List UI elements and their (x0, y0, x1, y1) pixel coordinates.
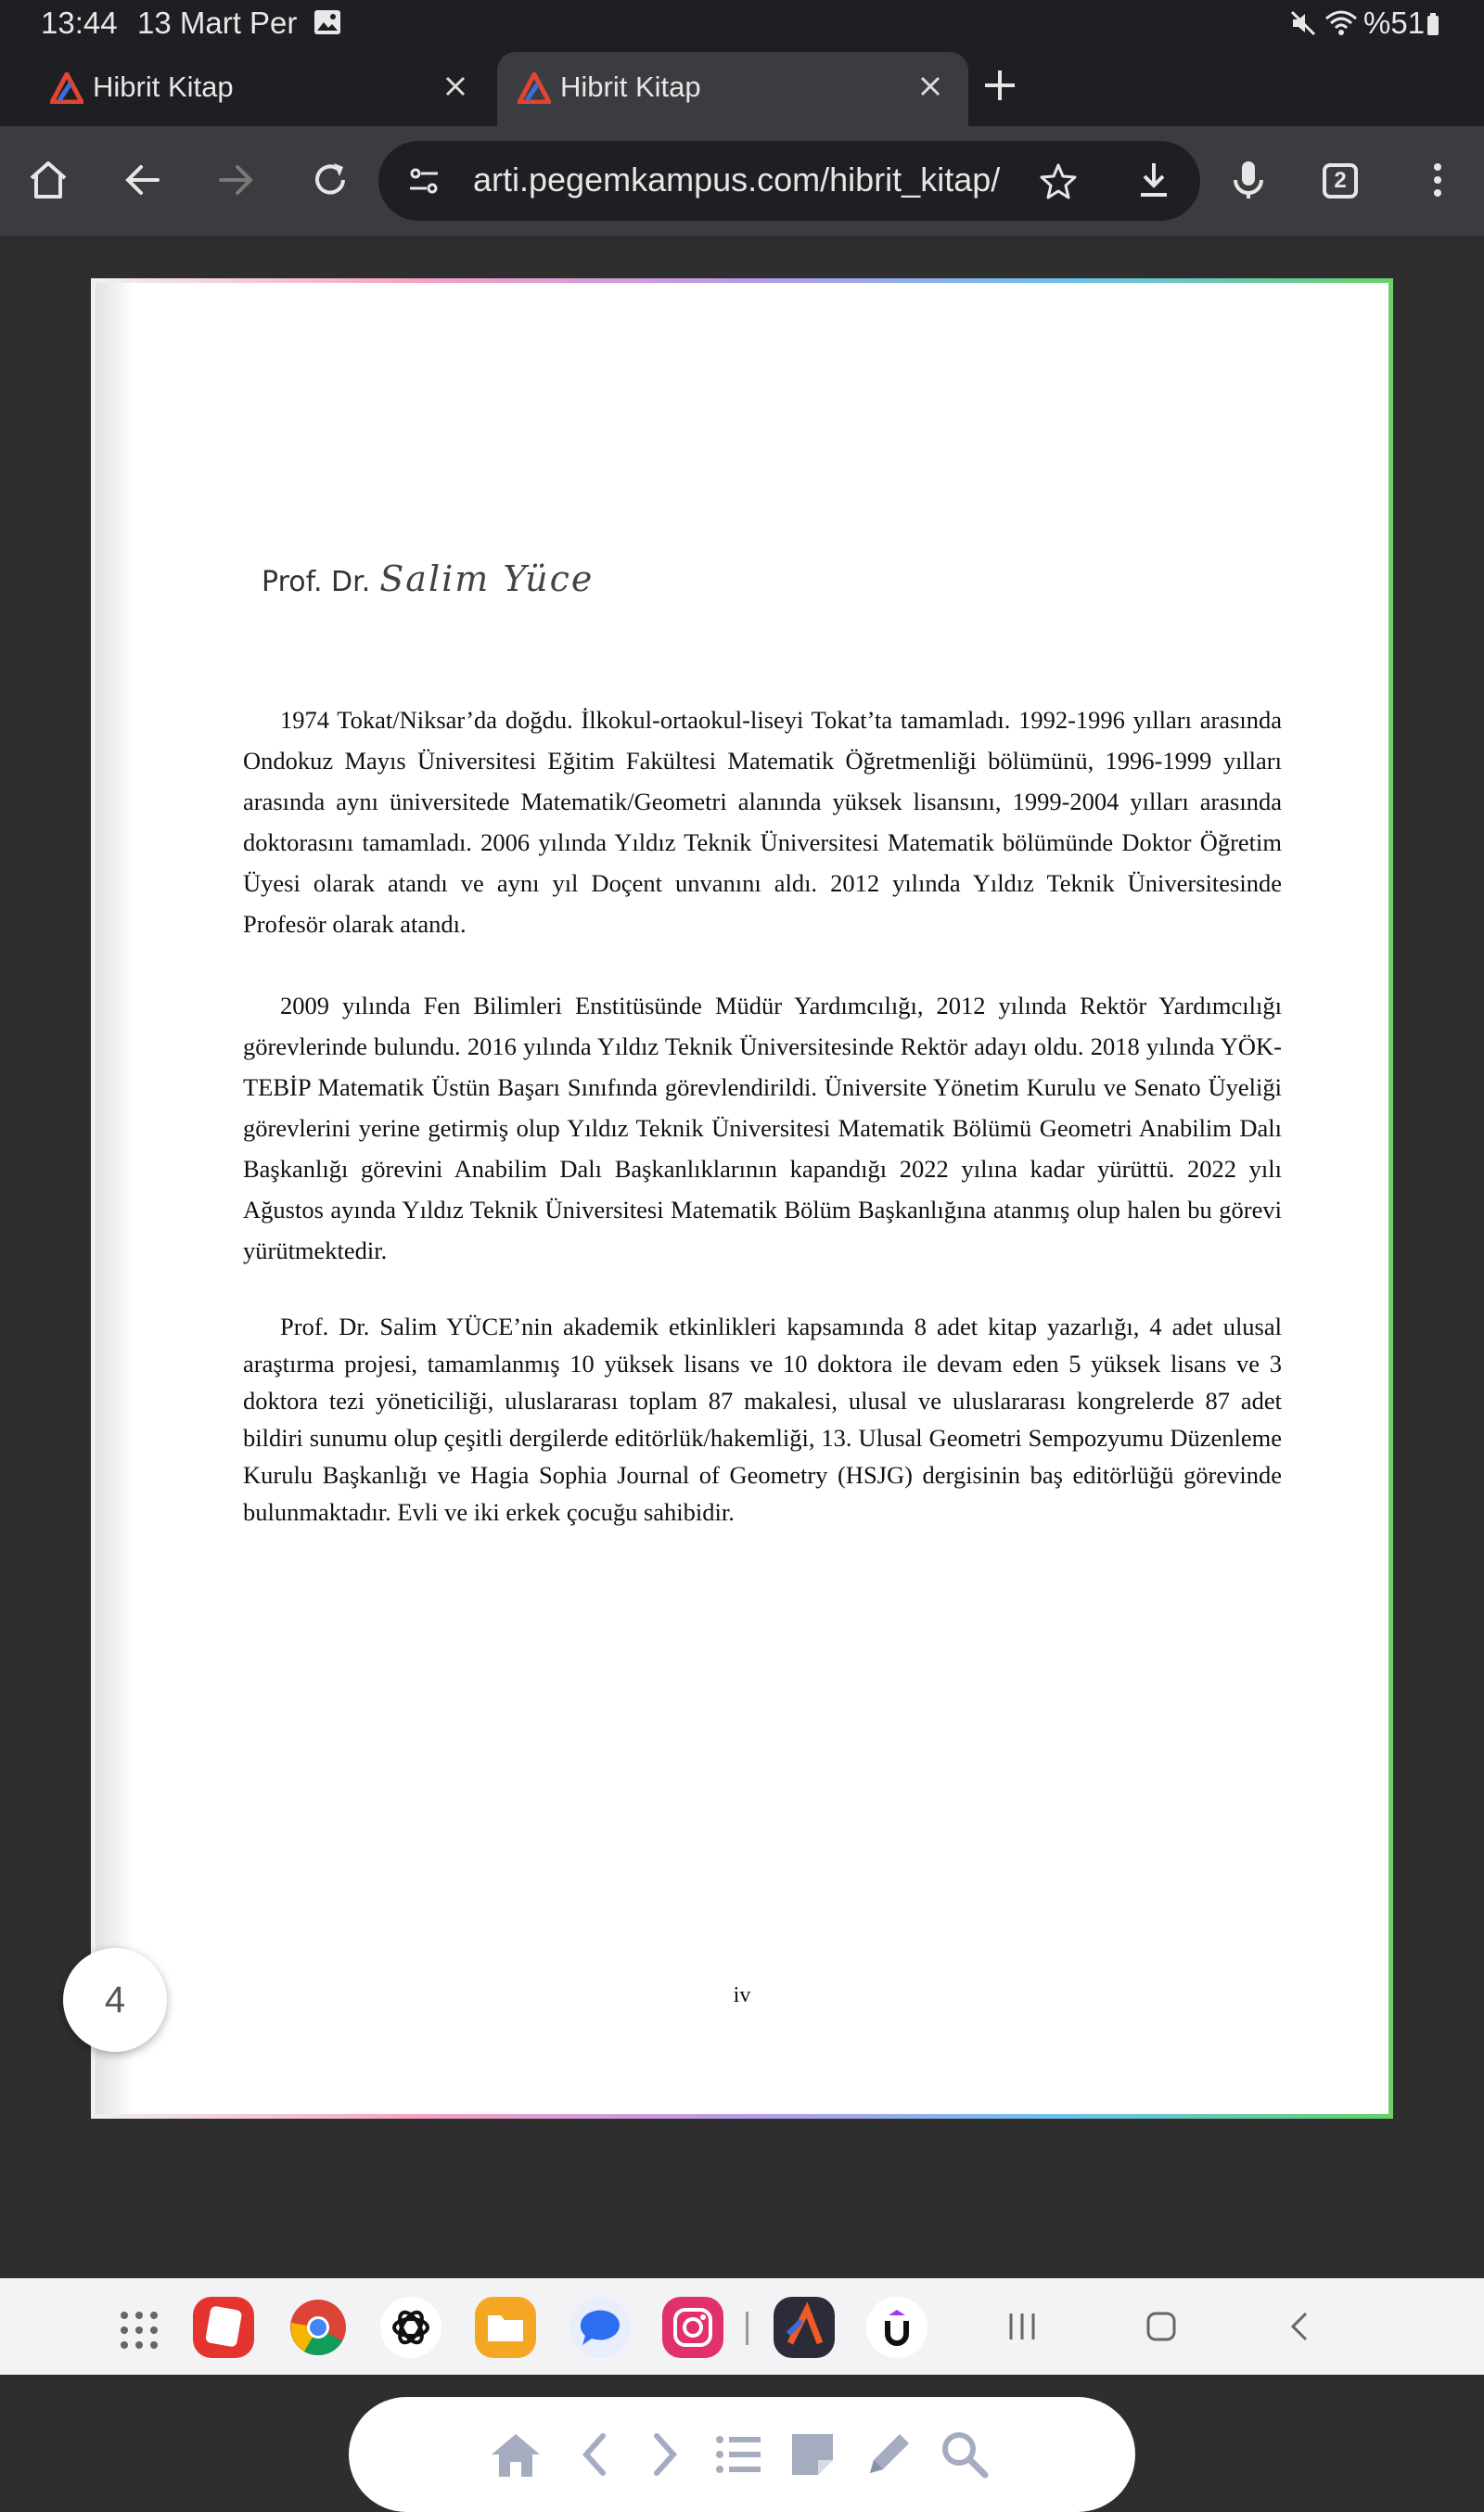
bio-paragraph: Prof. Dr. Salim YÜCE’nin akademik etkinlikleri kapsamında 8 adet kitap yazarlığı, 4 adet ulusal araştırma projesi, tamamlanmış 10 yüksek lisans ve 10 doktora ile devam eden 5 yüksek lisans ve 3 doktora tezi yöneticiliği, uluslararası toplam 87 makalesi, ulusal ve uluslararası kongrelerde 87 adet bildiri sunumu olup çeşitli dergilerde editörlük/hakemliği, 13. Ulusal Geometri Sempozyumu Düzenleme Kurulu Başkanlığı ve Hagia Sophia Journal of Geometry (HSJG) dergisinin baş editörlüğü görevinde bulunmaktadır. Evli ve iki erkek çocuğu sahibidir. (243, 1313, 1282, 1526)
close-tab-icon[interactable] (441, 72, 469, 100)
tab-title: Hibrit Kitap (93, 70, 234, 103)
instagram-icon[interactable] (662, 2297, 723, 2358)
status-time: 13:44 (41, 6, 118, 40)
chrome-icon[interactable] (288, 2297, 349, 2358)
tab-title: Hibrit Kitap (560, 70, 701, 103)
bookmark-star-icon[interactable] (1039, 161, 1078, 200)
book-viewer (0, 236, 1484, 2278)
forward-icon[interactable] (211, 156, 260, 204)
reader-toolbar (349, 2397, 1135, 2512)
page-frame-right (1388, 278, 1393, 2119)
author-signature: Salim Yüce (379, 558, 595, 599)
recent-apps-icon[interactable] (1002, 2306, 1043, 2347)
site-settings-icon[interactable] (406, 163, 441, 199)
page-counter-button[interactable]: 4 (63, 1948, 167, 2052)
download-icon[interactable] (1133, 160, 1174, 200)
close-tab-icon[interactable] (916, 72, 944, 100)
status-date: 13 Mart Per (137, 6, 298, 40)
tab-strip (0, 48, 1484, 126)
microphone-icon[interactable] (1224, 156, 1273, 204)
tab-hibrit-kitap-1[interactable] (15, 52, 493, 126)
home-nav-icon[interactable] (1141, 2306, 1182, 2347)
udemy-icon[interactable] (866, 2297, 928, 2358)
sticky-note-icon[interactable] (785, 2427, 840, 2482)
more-menu-icon[interactable] (1414, 156, 1462, 204)
battery-icon (1426, 13, 1439, 35)
app-drawer-icon[interactable] (111, 2302, 167, 2358)
bio-paragraph: 2009 yılında Fen Bilimleri Enstitüsünde Müdür Yardımcılığı, 2012 yılında Rektör Yardımcılığı görevlerinde bulundu. 2016 yılında Yıldız Teknik Üniversitesinde Rektör adayı oldu. 2018 yılında YÖK-TEBİP Matematik Üstün Başarı Sınıfında görevlendirildi. Üniversite Yönetim Kurulu ve Senato Üyeliği görevlerini yerine getirmiş olup Yıldız Teknik Üniversitesi Matematik Bölümü Geometri Anabilim Dalı Başkanlığı görevini Anabilim Dalı Başkanlıklarının kapandığı 2022 yılına kadar yürüttü. 2022 yılı Ağustos ayında Yıldız Teknik Üniversitesi Matematik Bölüm Başkanlığına atanmış olup halen bu görevi yürütmektedir. (243, 992, 1282, 1264)
messages-app-icon[interactable] (569, 2297, 631, 2358)
search-icon[interactable] (937, 2427, 992, 2482)
home-icon[interactable] (24, 156, 72, 204)
wifi-icon (1324, 9, 1358, 37)
pegem-favicon-icon (50, 72, 83, 104)
dock-divider (746, 2312, 748, 2345)
page-gutter-shadow (96, 283, 134, 2114)
author-heading (262, 558, 594, 599)
new-tab-icon[interactable] (979, 65, 1020, 106)
reader-home-icon[interactable] (488, 2427, 544, 2482)
mute-icon (1289, 9, 1317, 37)
previous-page-icon[interactable] (568, 2427, 623, 2482)
bio-paragraph: 1974 Tokat/Niksar’da doğdu. İlkokul-ortaokul-liseyi Tokat’ta tamamladı. 1992-1996 yılları arasında Ondokuz Mayıs Üniversitesi Eğitim Fakültesi Matematik Öğretmenliği bölümünü, 1996-1999 yılları arasında aynı üniversitede Matematik/Geometri alanında yüksek lisansını, 1999-2004 yılları arasında doktorasını tamamladı. 2006 yılında Yıldız Teknik Üniversitesi Matematik bölümünde Doktor Öğretim Üyesi olarak atandı ve aynı yıl Doçent unvanını aldı. 2012 yılında Yıldız Teknik Üniversitesinde Profesör olarak atandı. (243, 706, 1282, 938)
chatgpt-icon[interactable] (380, 2297, 441, 2358)
status-bar (0, 0, 1484, 48)
back-icon[interactable] (119, 156, 167, 204)
tab-switcher-button[interactable]: 2 (1323, 163, 1358, 199)
url-text[interactable]: arti.pegemkampus.com/hibrit_kitap/ (473, 160, 1001, 199)
table-of-contents-icon[interactable] (710, 2427, 766, 2482)
files-app-icon[interactable] (475, 2297, 536, 2358)
author-prefix: Prof. Dr. (262, 566, 371, 598)
reload-icon[interactable] (306, 156, 354, 204)
browser-toolbar (0, 126, 1484, 236)
pegem-favicon-icon (518, 72, 551, 104)
gallery-notification-icon (313, 9, 341, 35)
address-bar[interactable] (378, 141, 1200, 221)
back-nav-icon[interactable] (1280, 2306, 1321, 2347)
pencil-icon[interactable] (861, 2427, 916, 2482)
page-number-label: iv (733, 1983, 751, 2007)
battery-percent: %51 (1363, 6, 1426, 40)
flashcard-app-icon[interactable] (193, 2297, 254, 2358)
pegem-app-icon[interactable] (774, 2297, 835, 2358)
next-page-icon[interactable] (636, 2427, 692, 2482)
android-navigation-bar (0, 2278, 1484, 2375)
book-page[interactable] (91, 278, 1393, 2119)
tab-hibrit-kitap-2[interactable] (497, 52, 968, 126)
